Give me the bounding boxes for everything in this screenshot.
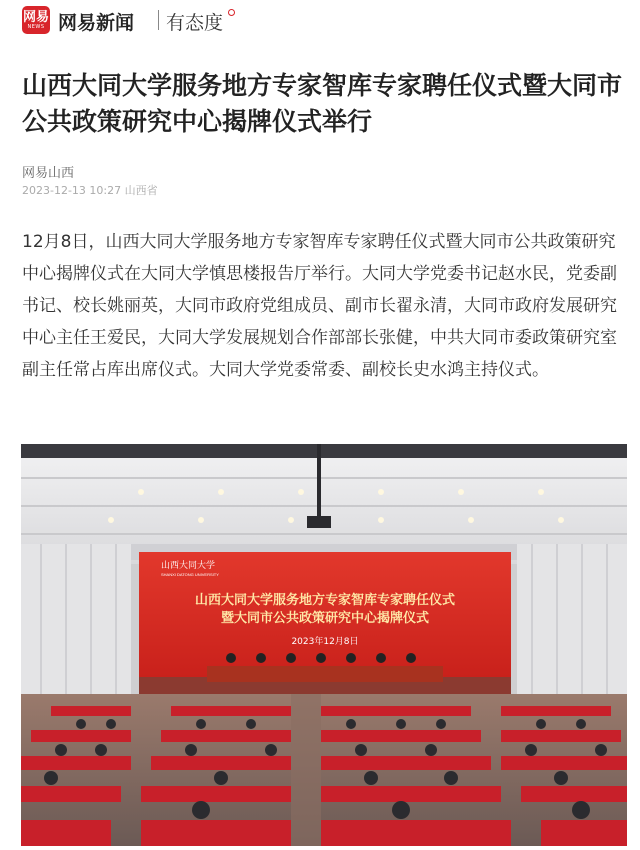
top-bar: [0, 0, 640, 40]
brand-slogan: 有态度: [166, 12, 224, 34]
article-paragraph: 12月8日，山西大同大学服务地方专家智库专家聘任仪式暨大同市公共政策研究中心揭牌仪式在大同大学慎思楼报告厅举行。大同大学党委书记赵水民，党委副书记、校长姚丽英，大同市政府党组成员、副市长翟永清，大同市政府发展研究中心主任王爱民，大同大学发展规划合作部部长张健，中共大同市委政策研究室副主任常占库出席仪式。大同大学党委常委、副校长史水鸿主持仪式。: [22, 232, 617, 380]
article-photo[interactable]: [21, 444, 627, 846]
screen-logo-en: SHANXI DATONG UNIVERSITY: [161, 572, 219, 577]
brand-name[interactable]: 网易新闻: [58, 12, 135, 34]
screen-logo: 山西大同大学: [161, 560, 216, 570]
netease-logo-icon[interactable]: [22, 6, 50, 34]
brand-divider: [158, 10, 159, 30]
banner-date: 2023年12月8日: [291, 637, 359, 647]
banner-line-2: 暨大同市公共政策研究中心揭牌仪式: [220, 611, 430, 626]
registered-mark-icon: [228, 9, 235, 16]
banner-line-1: 山西大同大学服务地方专家智库专家聘任仪式: [194, 593, 456, 608]
logo-badge-sub: NEWS: [27, 23, 45, 30]
conference-hall-photo: [21, 444, 627, 846]
article-source[interactable]: 网易山西: [22, 166, 75, 181]
article-title: 山西大同大学服务地方专家智库专家聘任仪式暨大同市公共政策研究中心揭牌仪式举行: [22, 71, 623, 136]
article-time-location: 2023-12-13 10:27 山西省: [22, 184, 158, 197]
logo-badge-text: 网易: [22, 9, 49, 25]
